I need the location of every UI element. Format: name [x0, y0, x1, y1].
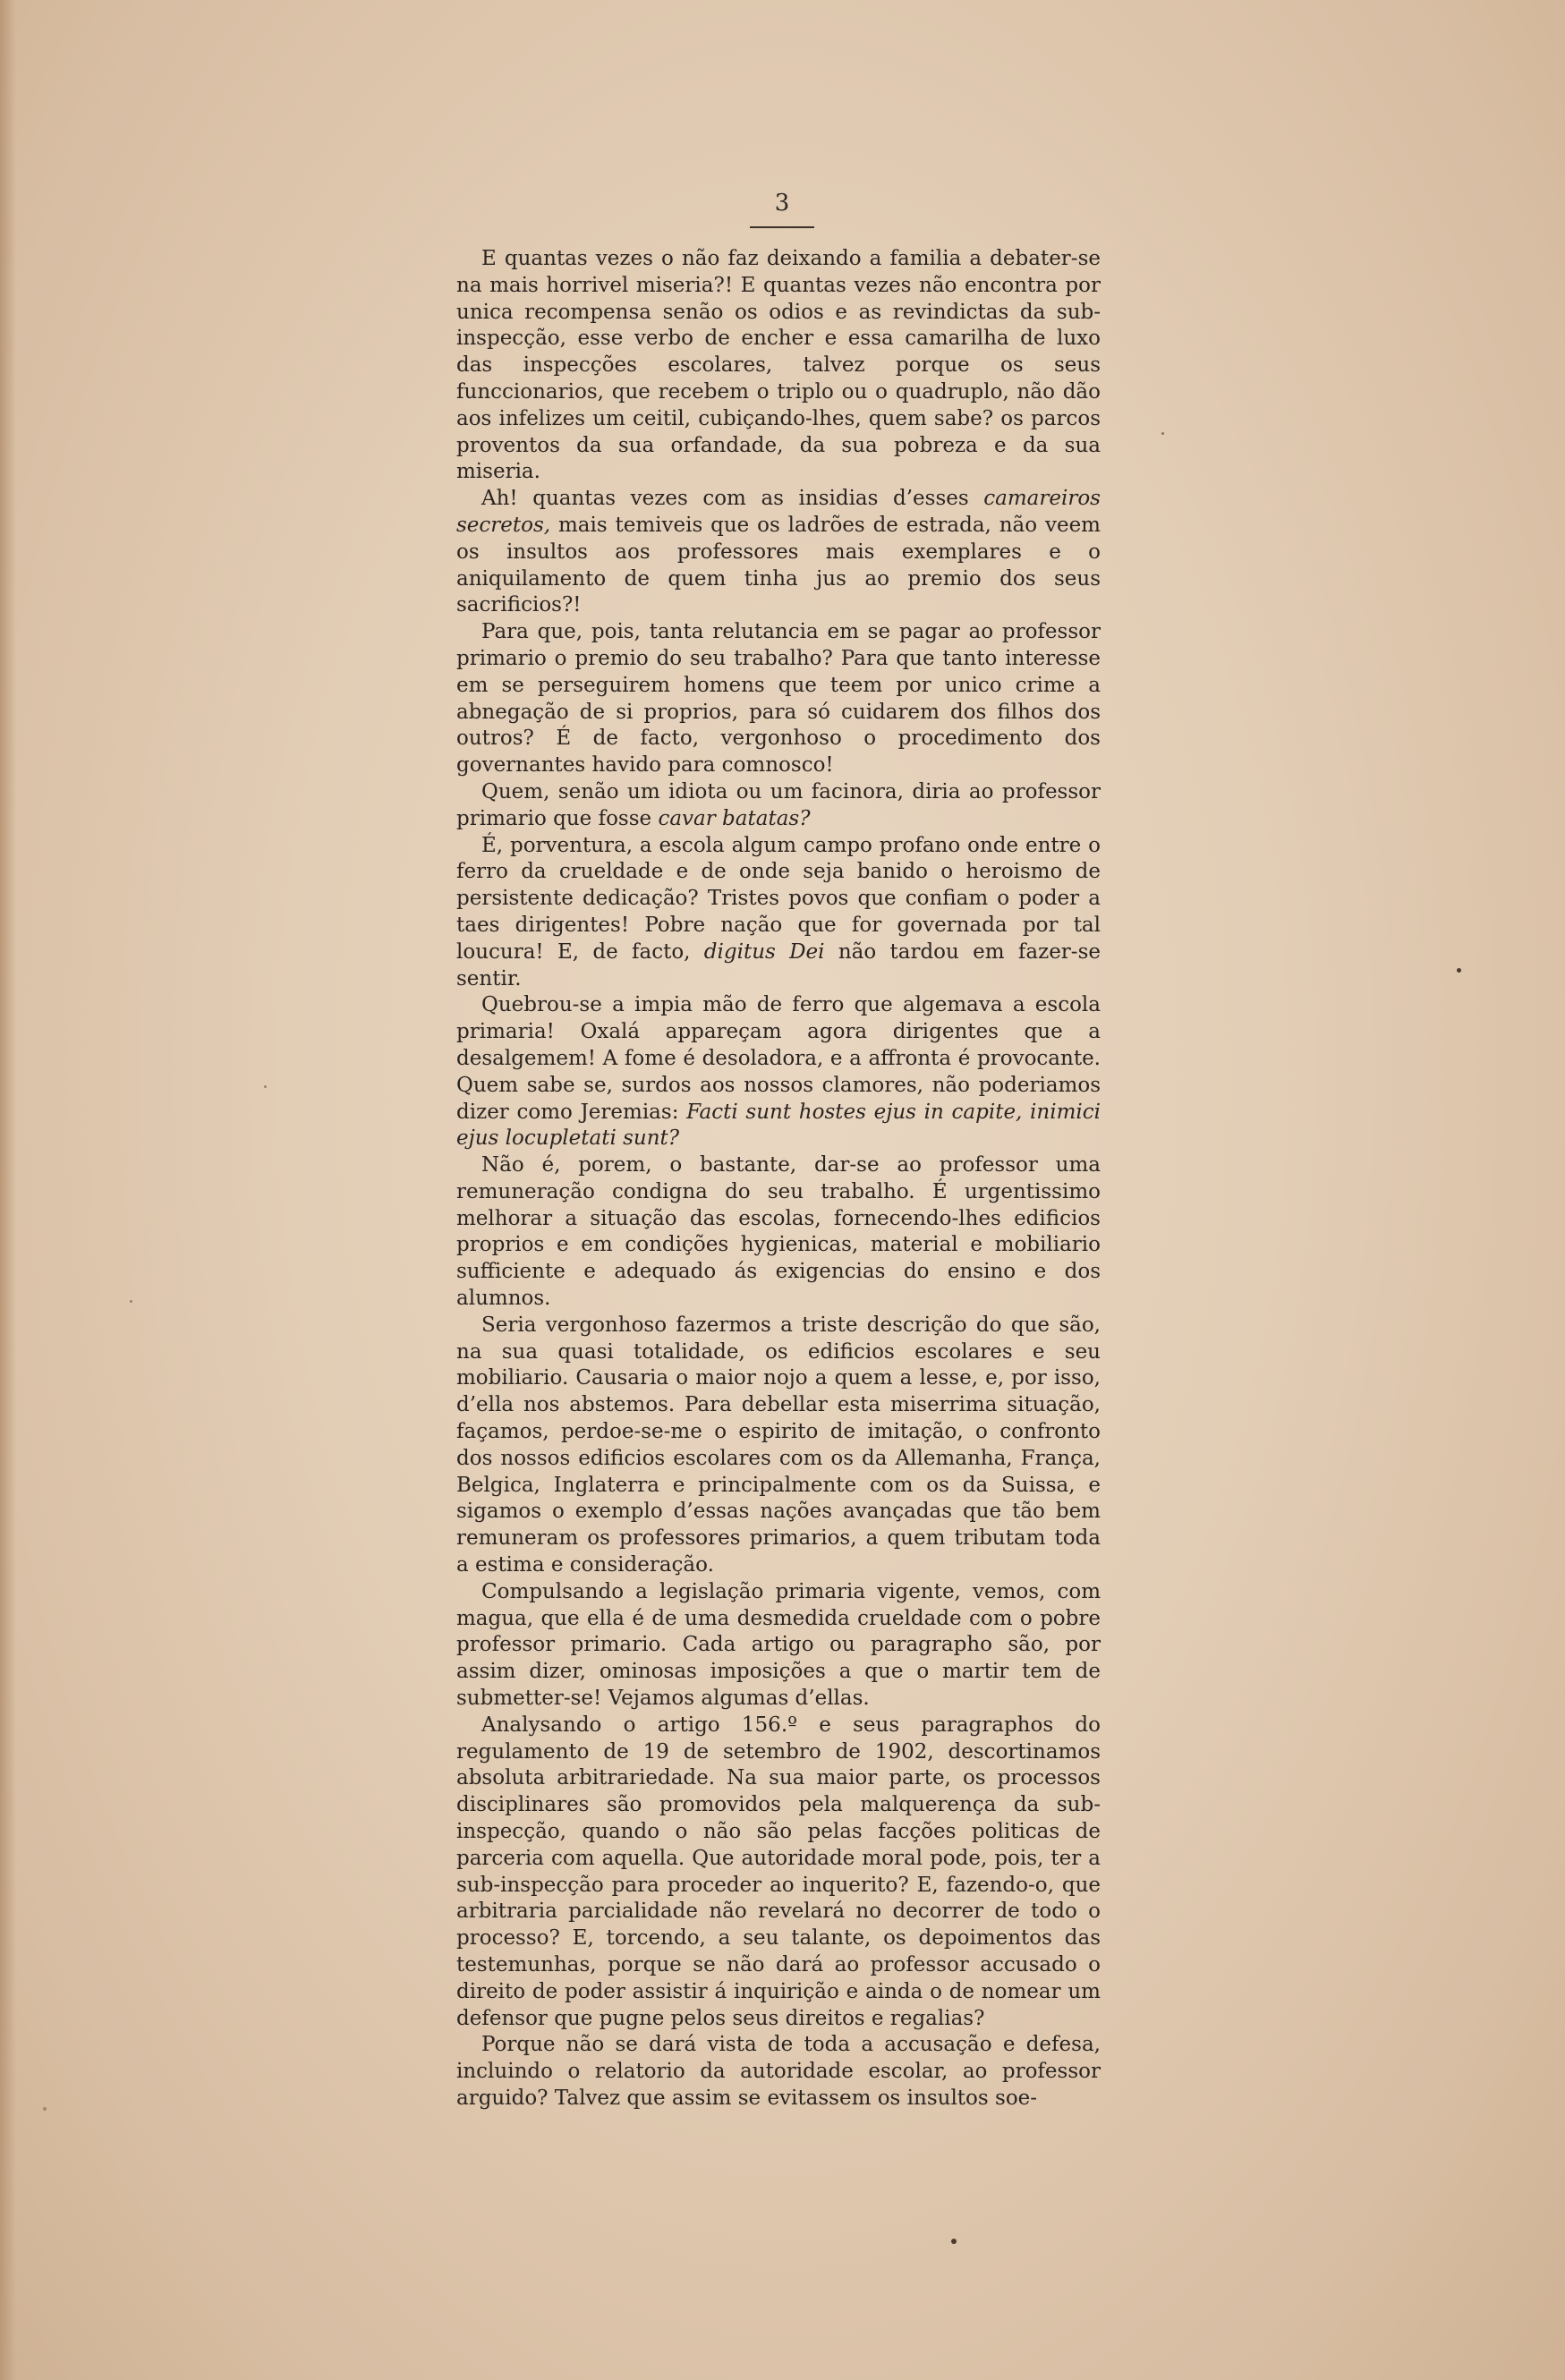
text-run: Analysando o artigo 156.º e seus paragraphos do regulamento de 19 de setembro de 1902, descortinamos absoluta arbitrariedade. Na sua maior parte, os processos disciplinares são promovidos pela malquerença da sub-inspecção, quando o não são pelas facções politicas de parceria com aquella. Que autoridade moral pode, pois, ter a sub-inspecção para proceder ao inquerito? E, fazendo-o, que arbitraria parcialidade não revelará no decorrer de todo o processo? E, torcendo, a seu talante, os depoimentos das testemunhas, porque se não dará ao professor accusado o direito de poder assistir á inquirição e ainda o de nomear um defensor que pugne pelos seus direitos e regalias? — [456, 1713, 1101, 2030]
text-run: Compulsando a legislação primaria vigente, vemos, com magua, que ella é de uma desmedida crueldade com o pobre professor primario. Cada artigo ou paragrapho são, por assim dizer, ominosas imposições a que o martir tem de submetter-se! Vejamos algumas d’ellas. — [456, 1579, 1101, 1711]
text-run: É, porventura, a escola algum campo profano onde entre o ferro da crueldade e de onde seja banido o heroismo de persistente dedicação? Tristes povos que confiam o poder a taes dirigentes! Pobre nação que for governada por tal loucura! E, de facto, — [456, 833, 1101, 964]
ink-speck — [951, 2239, 957, 2244]
page-number: 3 — [774, 190, 790, 217]
ink-speck — [1457, 968, 1461, 973]
text-run: não tardou em fazer-se sentir. — [456, 939, 1101, 990]
text-run: Ah! quantas vezes com as insidias d’esses — [481, 487, 984, 511]
paragraph — [456, 1713, 1101, 2033]
paragraph — [456, 2032, 1101, 2112]
paragraph — [456, 1579, 1101, 1713]
paragraph — [456, 833, 1101, 993]
ink-speck — [264, 1085, 267, 1088]
paragraph — [456, 779, 1101, 833]
paragraph — [456, 1313, 1101, 1579]
ink-speck — [1161, 432, 1164, 435]
italic-phrase: Facti sunt hostes ejus in capite, inimici ejus locupletati sunt? — [456, 1100, 1101, 1151]
text-run: Porque não se dará vista de toda a accusação e defesa, incluindo o relatorio da autoridade escolar, ao professor arguido? Talvez que assim se evitassem os insultos soe- — [456, 2033, 1101, 2110]
italic-phrase: cavar batatas? — [658, 806, 811, 830]
paragraph — [456, 486, 1101, 619]
page-edge-shadow — [0, 0, 16, 2380]
text-run: Não é, porem, o bastante, dar-se ao professor uma remuneração condigna do seu trabalho. É urgentissimo melhorar a situação das escolas, fornecendo-lhes edificios proprios e em condições hygienicas, material e mobiliario sufficiente e adequado ás exigencias do ensino e dos alumnos. — [456, 1153, 1101, 1311]
body-text — [456, 246, 1101, 2112]
ink-speck — [43, 2107, 47, 2111]
italic-phrase: camareiros secretos, — [456, 487, 1101, 537]
text-run: Quebrou-se a impia mão de ferro que algemava a escola primaria! Oxalá appareçam agora dirigentes que a desalgemem! A fome é desoladora, e a affronta é provocante. Quem sabe se, surdos aos nossos clamores, não poderiamos dizer como Jeremias: — [456, 993, 1101, 1124]
text-run: E quantas vezes o não faz deixando a familia a debater-se na mais horrivel miseria?! E quantas vezes não encontra por unica recompensa senão os odios e as revindictas da sub-inspecção, esse verbo de encher e essa camarilha de luxo das inspecções escolares, talvez porque os seus funccionarios, que recebem o triplo ou o quadruplo, não dão aos infelizes um ceitil, cubiçando-lhes, quem sabe? os parcos proventos da sua orfandade, da sua pobreza e da sua miseria. — [456, 247, 1101, 484]
text-run: Para que, pois, tanta relutancia em se pagar ao professor primario o premio do seu trabalho? Para que tanto interesse em se perseguirem homens que teem por unico crime a abnegação de si proprios, para só cuidarem dos filhos dos outros? É de facto, vergonhoso o procedimento dos governantes havido para comnosco! — [456, 620, 1101, 778]
text-run: mais temiveis que os ladrões de estrada, não veem os insultos aos professores mais exemplares e o aniquilamento de quem tinha jus ao premio dos seus sacrificios?! — [456, 513, 1101, 617]
page-number-rule — [750, 226, 814, 228]
italic-phrase: digitus Dei — [703, 939, 825, 964]
ink-speck — [130, 1300, 132, 1303]
text-run: Quem, senão um idiota ou um facinora, diria ao professor primario que fosse — [456, 779, 1101, 830]
paragraph — [456, 246, 1101, 486]
text-run: Seria vergonhoso fazermos a triste descrição do que são, na sua quasi totalidade, os edificios escolares e seu mobiliario. Causaria o maior nojo a quem a lesse, e, por isso, d’ella nos abstemos. Para debellar esta miserrima situação, façamos, perdoe-se-me o espirito de imitação, o confronto dos nossos edificios escolares com os da Allemanha, França, Belgica, Inglaterra e principalmente com os da Suissa, e sigamos o exemplo d’essas nações avançadas que tão bem remuneram os professores primarios, a quem tributam toda a estima e consideração. — [456, 1313, 1101, 1577]
paragraph — [456, 1152, 1101, 1313]
paragraph — [456, 619, 1101, 779]
paragraph — [456, 992, 1101, 1152]
